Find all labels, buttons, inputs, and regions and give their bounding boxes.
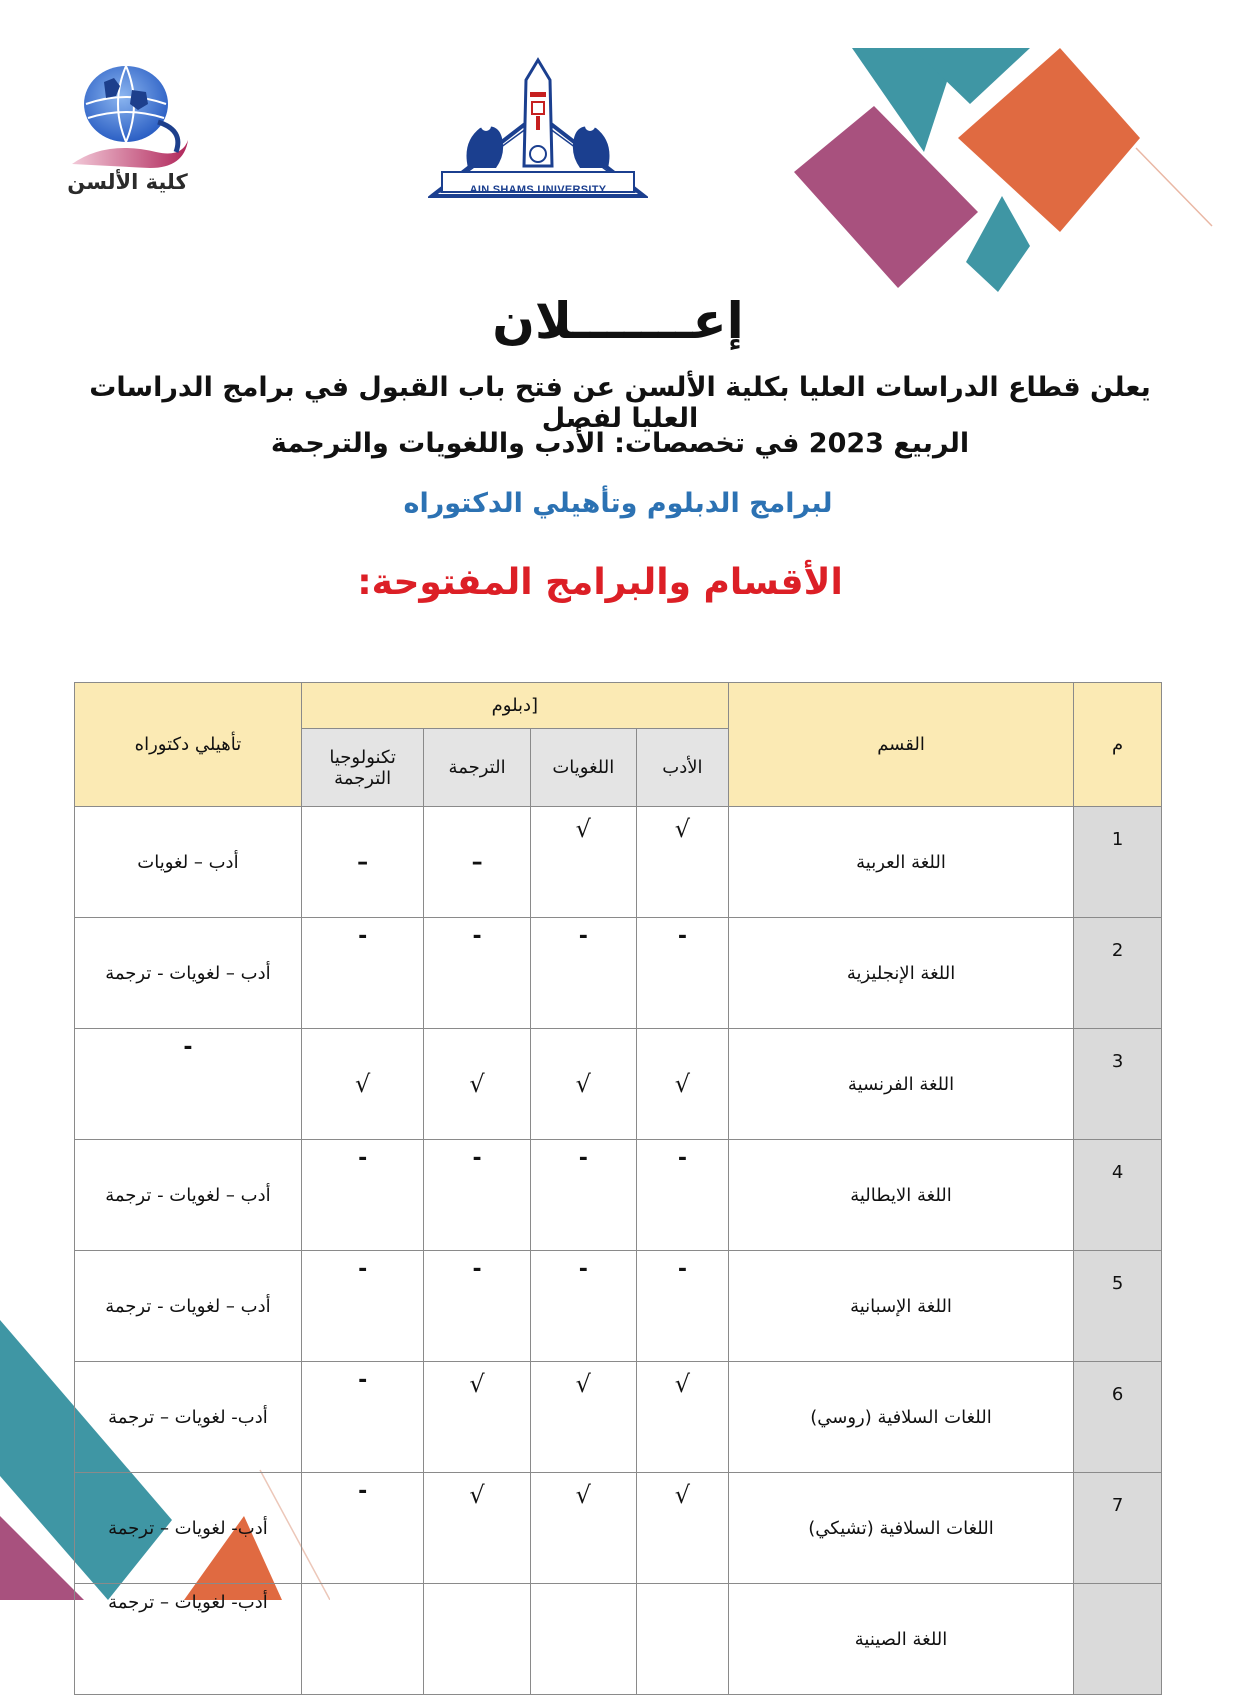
linguistics-cell: √ bbox=[530, 807, 636, 918]
literature-cell: - bbox=[636, 1140, 728, 1251]
announcement-line-1: يعلن قطاع الدراسات العليا بكلية الألسن عن فتح باب القبول في برامج الدراسات العليا لفصل bbox=[89, 372, 1151, 434]
section-heading: الأقسام والبرامج المفتوحة: bbox=[357, 562, 843, 603]
phd-cell: أدب – لغويات - ترجمة bbox=[75, 1140, 302, 1251]
table-row bbox=[75, 1140, 1162, 1251]
literature-cell: - bbox=[636, 1251, 728, 1362]
row-number: 1 bbox=[1074, 807, 1162, 918]
row-number bbox=[1074, 1584, 1162, 1695]
university-name: AIN SHAMS UNIVERSITY bbox=[469, 184, 607, 196]
translation-cell: √ bbox=[424, 1473, 530, 1584]
translation-cell: – bbox=[424, 807, 530, 918]
row-number: 2 bbox=[1074, 918, 1162, 1029]
decorative-shapes-top-right bbox=[780, 40, 1236, 310]
department-name: اللغات السلافية (تشيكي) bbox=[728, 1473, 1073, 1584]
phd-cell: - bbox=[75, 1029, 302, 1140]
announcement-subtitle: لبرامج الدبلوم وتأهيلي الدكتوراه bbox=[403, 488, 833, 519]
linguistics-cell bbox=[530, 1584, 636, 1695]
translation-cell: √ bbox=[424, 1362, 530, 1473]
phd-cell: أدب- لغويات – ترجمة bbox=[75, 1362, 302, 1473]
department-name: اللغة الإسبانية bbox=[728, 1251, 1073, 1362]
header-department: القسم bbox=[728, 683, 1073, 807]
translation-tech-cell: - bbox=[301, 1251, 424, 1362]
translation-cell: - bbox=[424, 1251, 530, 1362]
programs-table bbox=[74, 682, 1162, 1695]
department-name: اللغة الفرنسية bbox=[728, 1029, 1073, 1140]
table-row bbox=[75, 1473, 1162, 1584]
translation-tech-cell: - bbox=[301, 1473, 424, 1584]
row-number: 7 bbox=[1074, 1473, 1162, 1584]
literature-cell bbox=[636, 1584, 728, 1695]
linguistics-cell: √ bbox=[530, 1473, 636, 1584]
department-name: اللغة العربية bbox=[728, 807, 1073, 918]
literature-cell: √ bbox=[636, 1473, 728, 1584]
translation-tech-cell bbox=[301, 1584, 424, 1695]
translation-cell: - bbox=[424, 1140, 530, 1251]
phd-cell: أدب – لغويات - ترجمة bbox=[75, 1251, 302, 1362]
header-literature: الأدب bbox=[636, 729, 728, 807]
linguistics-cell: - bbox=[530, 1251, 636, 1362]
phd-cell: أدب- لغويات – ترجمة bbox=[75, 1473, 302, 1584]
header-phd-qualifying: تأهيلي دكتوراه bbox=[75, 683, 302, 807]
literature-cell: √ bbox=[636, 1029, 728, 1140]
translation-cell bbox=[424, 1584, 530, 1695]
department-name: اللغة الصينية bbox=[728, 1584, 1073, 1695]
linguistics-cell: - bbox=[530, 918, 636, 1029]
header-diploma: [دبلوم bbox=[301, 683, 728, 729]
phd-cell: أدب – لغويات - ترجمة bbox=[75, 918, 302, 1029]
department-name: اللغة الإنجليزية bbox=[728, 918, 1073, 1029]
announcement-line-2: الربيع 2023 في تخصصات: الأدب واللغويات والترجمة bbox=[270, 428, 970, 459]
header-number: م bbox=[1074, 683, 1162, 807]
table-row bbox=[75, 1251, 1162, 1362]
row-number: 4 bbox=[1074, 1140, 1162, 1251]
translation-tech-cell: √ bbox=[301, 1029, 424, 1140]
row-number: 6 bbox=[1074, 1362, 1162, 1473]
phd-cell: أدب- لغويات – ترجمة bbox=[75, 1584, 302, 1695]
literature-cell: - bbox=[636, 918, 728, 1029]
phd-cell: أدب – لغويات bbox=[75, 807, 302, 918]
literature-cell: √ bbox=[636, 807, 728, 918]
translation-tech-cell: - bbox=[301, 1140, 424, 1251]
literature-cell: √ bbox=[636, 1362, 728, 1473]
table-row bbox=[75, 1584, 1162, 1695]
header-translation-tech: تكنولوجيا الترجمة bbox=[301, 729, 424, 807]
translation-tech-cell: – bbox=[301, 807, 424, 918]
table-row bbox=[75, 1029, 1162, 1140]
row-number: 5 bbox=[1074, 1251, 1162, 1362]
table-row bbox=[75, 1362, 1162, 1473]
announcement-title: إعـــــــلان bbox=[492, 292, 744, 350]
translation-tech-cell: - bbox=[301, 1362, 424, 1473]
faculty-logo bbox=[40, 58, 215, 208]
translation-tech-cell: - bbox=[301, 918, 424, 1029]
header-linguistics: اللغويات bbox=[530, 729, 636, 807]
table-row bbox=[75, 807, 1162, 918]
translation-cell: √ bbox=[424, 1029, 530, 1140]
university-logo bbox=[428, 56, 648, 206]
header-translation: الترجمة bbox=[424, 729, 530, 807]
globe-logo-icon bbox=[66, 60, 190, 178]
linguistics-cell: - bbox=[530, 1140, 636, 1251]
department-name: اللغة الايطالية bbox=[728, 1140, 1073, 1251]
table-row bbox=[75, 918, 1162, 1029]
linguistics-cell: √ bbox=[530, 1029, 636, 1140]
department-name: اللغات السلافية (روسي) bbox=[728, 1362, 1073, 1473]
linguistics-cell: √ bbox=[530, 1362, 636, 1473]
row-number: 3 bbox=[1074, 1029, 1162, 1140]
translation-cell: - bbox=[424, 918, 530, 1029]
faculty-logo-text: كلية الألسن bbox=[67, 170, 188, 194]
